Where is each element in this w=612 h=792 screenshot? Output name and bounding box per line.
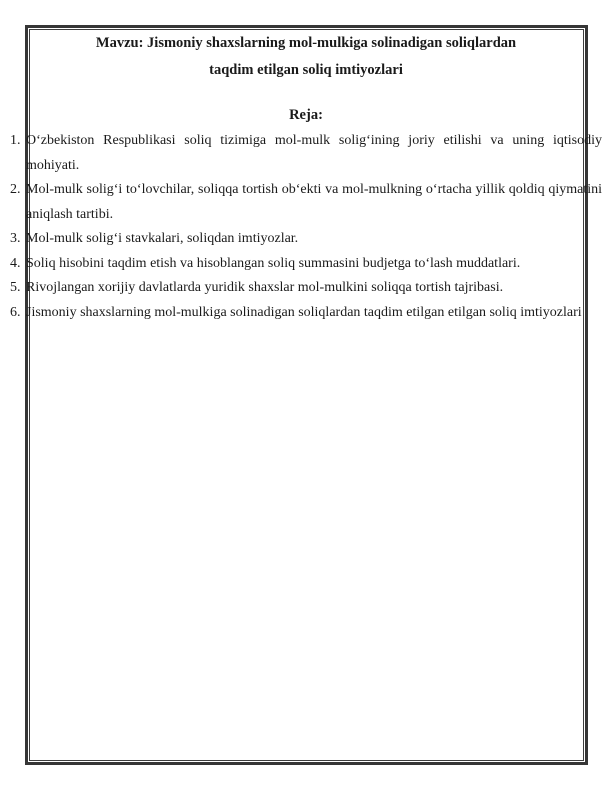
title-line-2: taqdim etilgan soliq imtiyozlari: [209, 62, 403, 78]
title-line-1: Mavzu: Jismoniy shaxslarning mol-mulkiga solinadigan soliqlardan: [95, 35, 517, 51]
plan-item-text: Oʻzbekiston Respublikasi soliq tizimiga mol-mulk soligʻining joriy etilishi va uning iqtisodiy mohiyati.: [26, 133, 602, 173]
plan-item: [10, 276, 602, 301]
plan-item-number: 4.: [10, 255, 21, 271]
plan-heading: Reja:: [289, 107, 323, 123]
plan-item-number: 2.: [10, 182, 21, 197]
plan-item: [10, 178, 602, 227]
plan-item-number: 6.: [10, 304, 21, 320]
plan-item: [10, 227, 602, 252]
plan-item-text: Mol-mulk soligʻi stavkalari, soliqdan imtiyozlar.: [26, 231, 299, 246]
plan-item: [10, 252, 602, 277]
plan-item-text: Rivojlangan xorijiy davlatlarda yuridik shaxslar mol-mulkini soliqqa tortish tajribasi.: [26, 280, 504, 295]
plan-item-text: Mol-mulk soligʻi toʻlovchilar, soliqqa tortish obʻekti va mol-mulkning oʻrtacha yillik qoldiq qiymatini aniqlash tartibi.: [26, 182, 602, 222]
plan-list: [10, 129, 602, 325]
plan-item-number: 1.: [10, 133, 21, 148]
plan-item: [10, 129, 602, 178]
plan-item-number: 5.: [10, 280, 21, 295]
plan-item-number: 3.: [10, 231, 21, 246]
plan-item: [10, 301, 602, 326]
plan-item-text: Soliq hisobini taqdim etish va hisoblangan soliq summasini budjetga toʻlash muddatlari.: [26, 255, 521, 271]
document-title: [10, 30, 602, 84]
plan-item-text: Jismoniy shaxslarning mol-mulkiga solinadigan soliqlardan taqdim etilgan etilgan soliq imtiyozlari: [26, 304, 582, 320]
